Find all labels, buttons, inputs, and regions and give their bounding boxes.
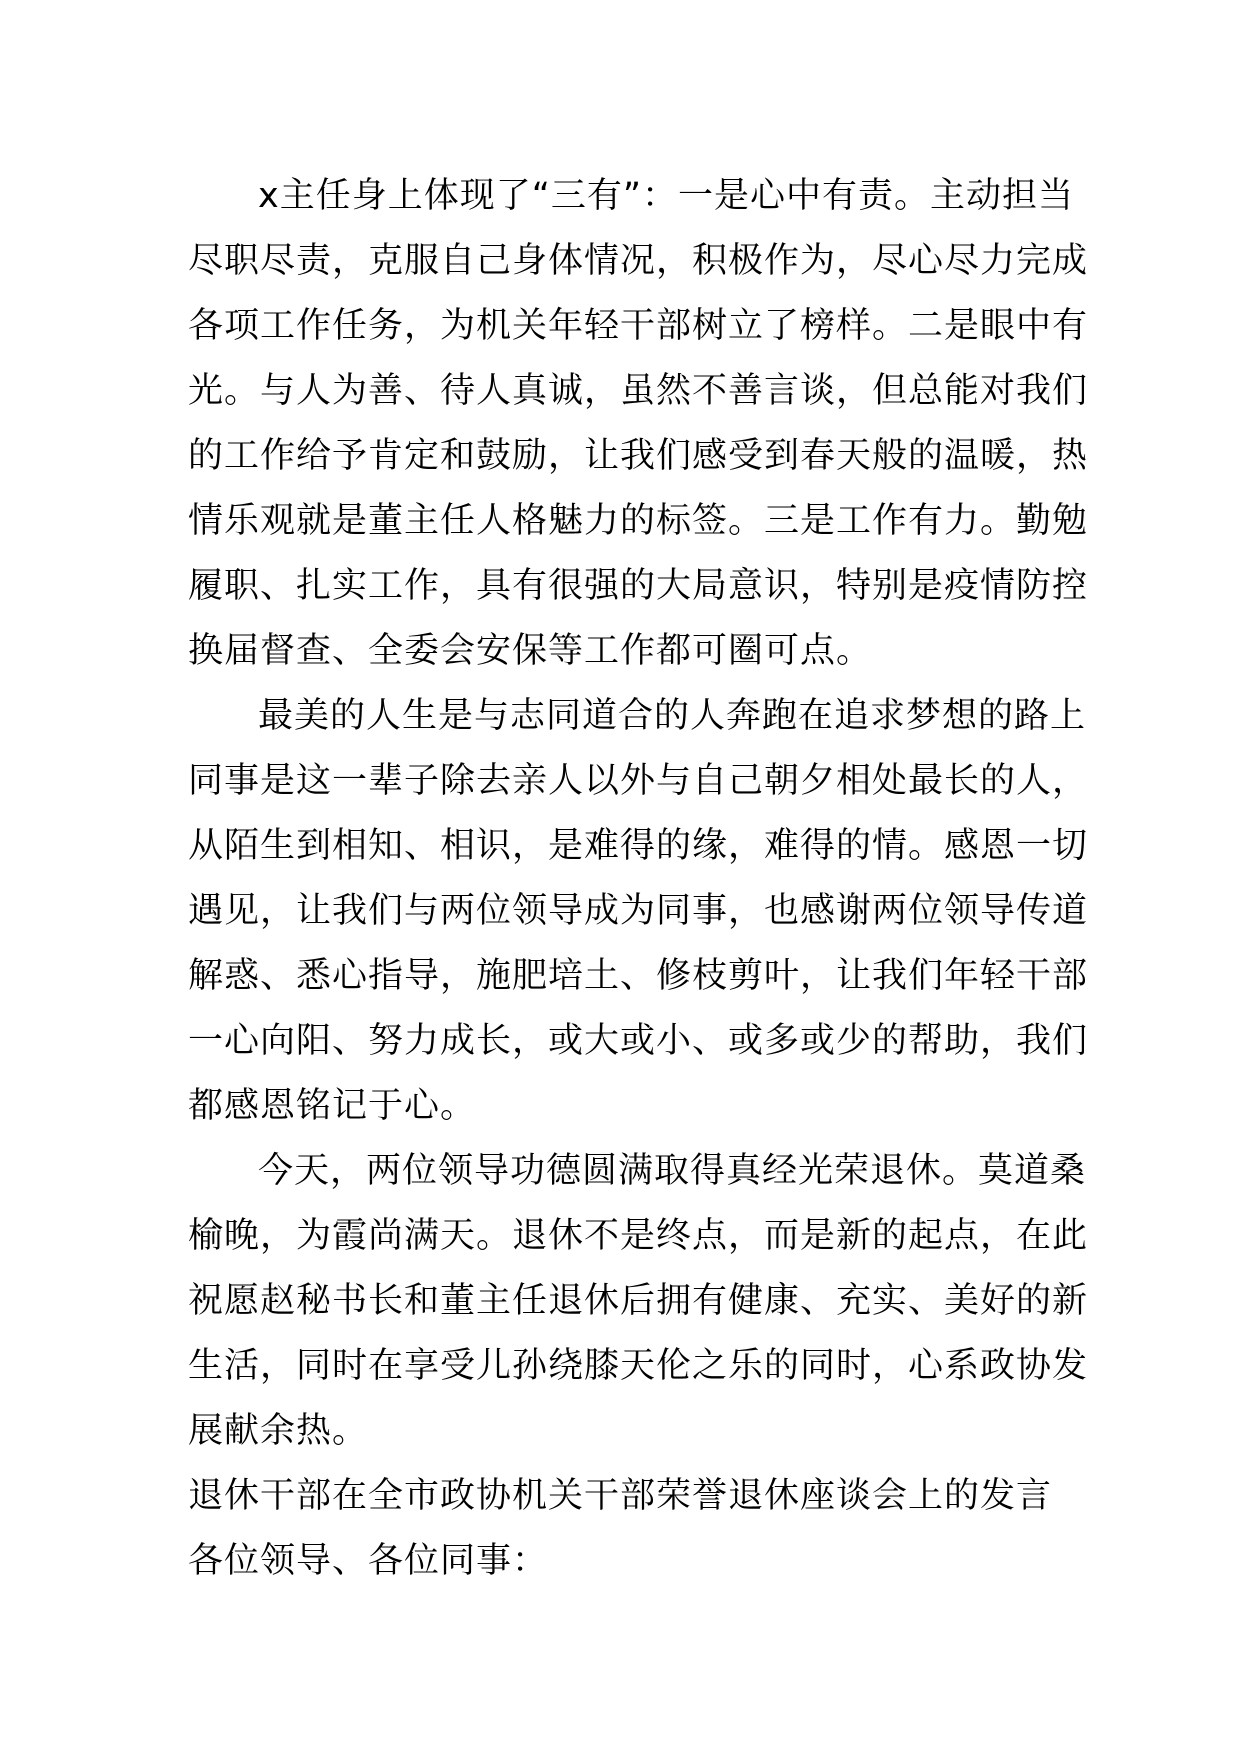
paragraph-line: 尽职尽责，克服自己身体情况，积极作为，尽心尽力完成	[188, 241, 1089, 281]
paragraph-line: 的工作给予肯定和鼓励，让我们感受到春天般的温暖，热	[188, 436, 1089, 476]
paragraph-line: 光。与人为善、待人真诚，虽然不善言谈，但总能对我们	[188, 371, 1089, 411]
paragraph-line: 榆晚，为霞尚满天。退休不是终点，而是新的起点，在此	[188, 1216, 1089, 1256]
paragraph-line: 都感恩铭记于心。	[188, 1086, 477, 1126]
paragraph-line: 祝愿赵秘书长和董主任退休后拥有健康、充实、美好的新	[188, 1281, 1089, 1321]
paragraph-line: x主任身上体现了“三有”：一是心中有责。主动担当	[258, 176, 1074, 216]
paragraph-line: 履职、扎实工作，具有很强的大局意识，特别是疫情防控	[188, 566, 1089, 606]
paragraph-line: 生活，同时在享受儿孙绕膝天伦之乐的同时，心系政协发	[188, 1346, 1089, 1386]
document-body	[188, 164, 1089, 1594]
paragraph-line: 情乐观就是董主任人格魅力的标签。三是工作有力。勤勉	[188, 501, 1089, 541]
paragraph-line: 同事是这一辈子除去亲人以外与自己朝夕相处最长的人，	[188, 761, 1089, 801]
paragraph-line: 换届督查、全委会安保等工作都可圈可点。	[188, 631, 873, 671]
speech-title: 退休干部在全市政协机关干部荣誉退休座谈会上的发言	[188, 1476, 1053, 1516]
salutation: 各位领导、各位同事：	[188, 1541, 549, 1581]
paragraph-line: 最美的人生是与志同道合的人奔跑在追求梦想的路上	[258, 696, 1087, 736]
paragraph-line: 一心向阳、努力成长，或大或小、或多或少的帮助，我们	[188, 1021, 1089, 1061]
paragraph-line: 各项工作任务，为机关年轻干部树立了榜样。二是眼中有	[188, 306, 1089, 346]
paragraph-line: 从陌生到相知、相识，是难得的缘，难得的情。感恩一切	[188, 826, 1089, 866]
paragraph-line: 解惑、悉心指导，施肥培土、修枝剪叶，让我们年轻干部	[188, 956, 1089, 996]
paragraph-line: 遇见，让我们与两位领导成为同事，也感谢两位领导传道	[188, 891, 1089, 931]
paragraph-line: 今天，两位领导功德圆满取得真经光荣退休。莫道桑	[258, 1151, 1087, 1191]
paragraph-line: 展献余热。	[188, 1411, 369, 1451]
